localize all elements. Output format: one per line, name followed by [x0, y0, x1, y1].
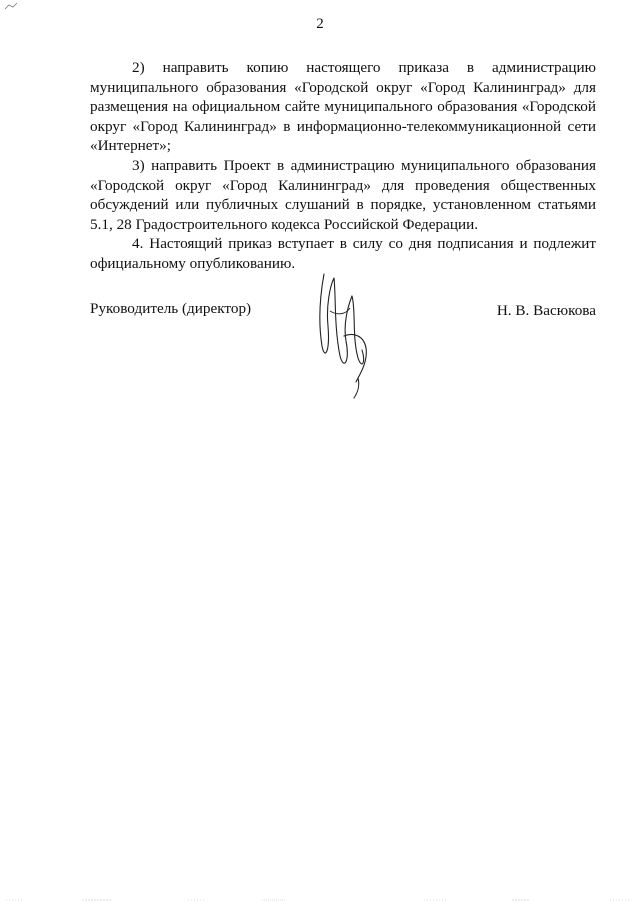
signatory-name: Н. В. Васюкова	[496, 302, 596, 319]
signatory-title: Руководитель (директор)	[90, 300, 252, 317]
paragraph-item-4: 4. Настоящий приказ вступает в силу со дня подписания и подлежит официальному опубликованию.	[90, 235, 596, 272]
page-number: 2	[316, 16, 324, 32]
document-body	[90, 58, 596, 274]
corner-scan-mark	[4, 2, 18, 10]
handwritten-signature	[300, 266, 390, 401]
paragraph-item-2: 2) направить копию настоящего приказа в администрацию муниципального образования «Городской округ «Город Калининград» для размещения на официальном сайте муниципального образования «Городской округ «Город Калининград» в информационно-телекоммуникационной сети «Интернет»;	[90, 59, 596, 155]
scan-artifact-strip	[0, 897, 640, 903]
paragraph-item-3: 3) направить Проект в администрацию муниципального образования «Городской округ «Город Калининград» для проведения общественных обсуждений или публичных слушаний в порядке, установленном статьями 5.1, 28 Градостроительного кодекса Российской Федерации.	[90, 156, 596, 233]
